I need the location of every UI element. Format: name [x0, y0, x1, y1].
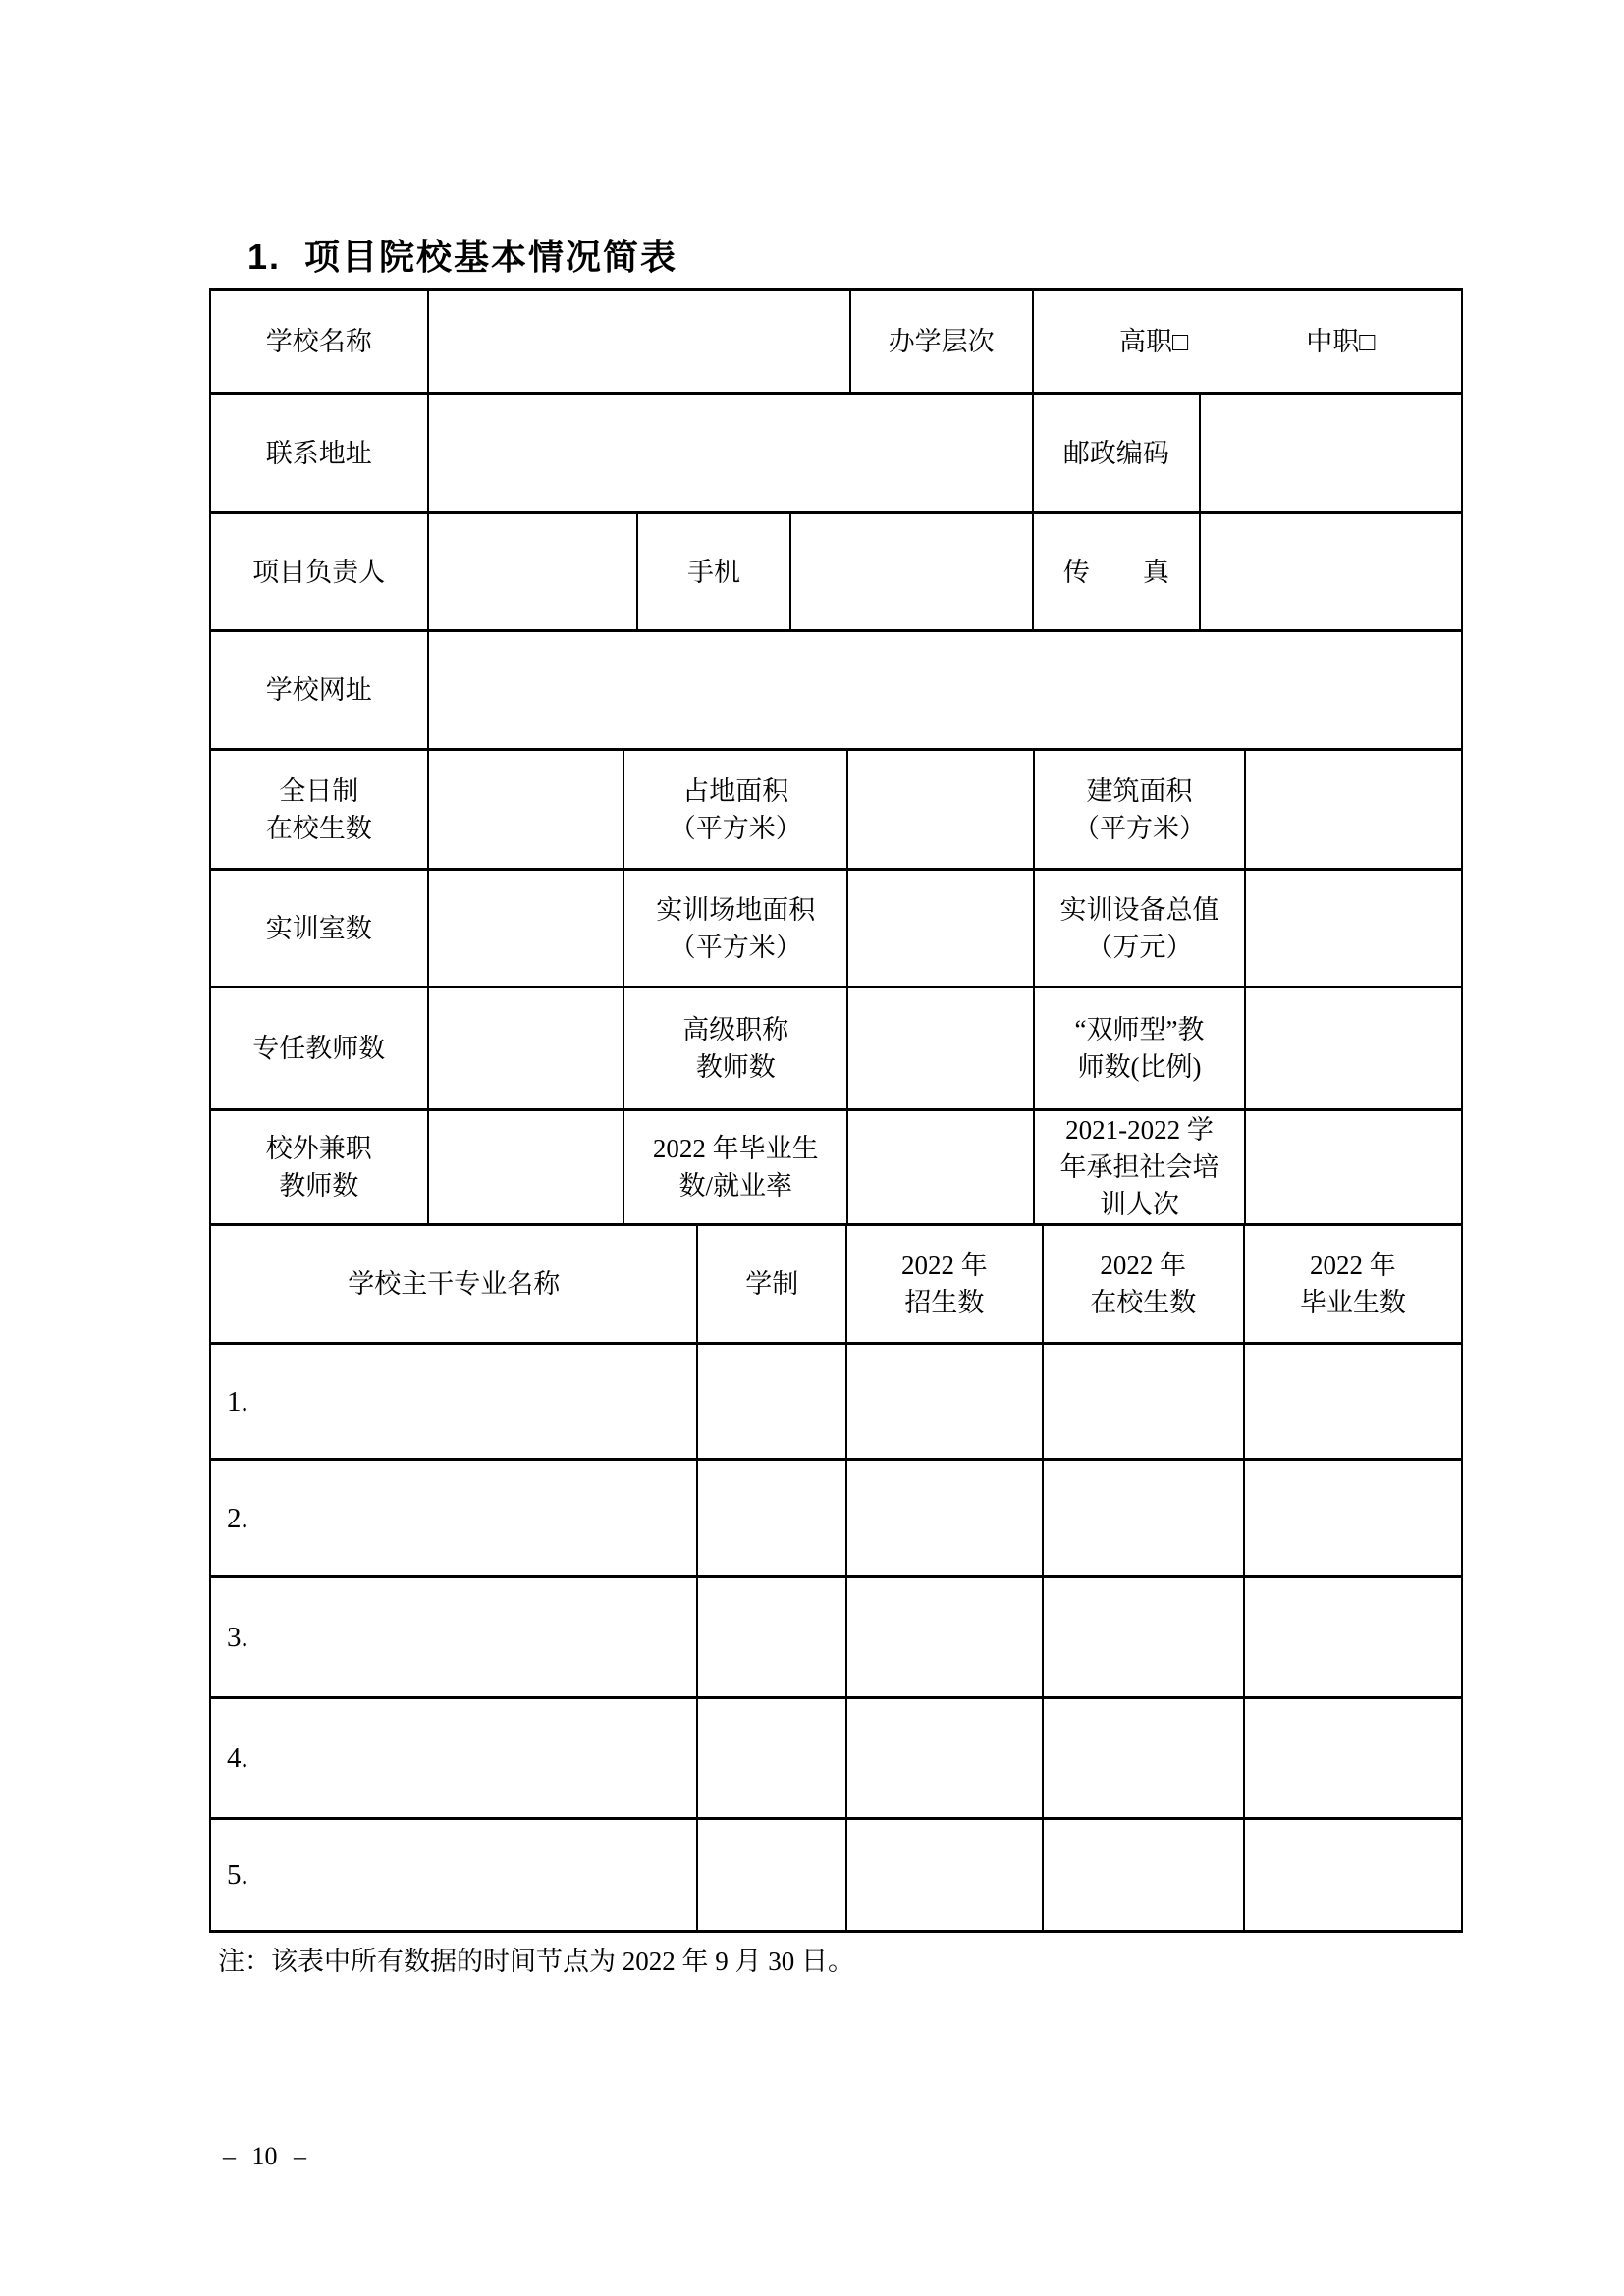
mobile-label [638, 514, 790, 629]
school-website-label [211, 632, 429, 748]
ordinal-text: 3. [227, 1622, 248, 1653]
postal-code-label [1034, 395, 1202, 511]
cell-text-line: 学校主干专业名称 [348, 1269, 561, 1299]
major-2-enrollment [847, 1461, 1044, 1575]
major-1-ordinal [211, 1345, 698, 1458]
major-4-graduates [1245, 1699, 1461, 1817]
contact-address-value [429, 395, 1034, 511]
row-major-3 [211, 1578, 1461, 1699]
training-rooms-value [429, 871, 625, 986]
major-2-ordinal [211, 1461, 698, 1575]
major-1-enrollment [847, 1345, 1044, 1458]
row-major-4 [211, 1699, 1461, 1820]
row-contact-address [211, 395, 1461, 514]
postal-code-value [1201, 395, 1461, 511]
row-school-name [211, 291, 1461, 395]
major-3-ordinal [211, 1578, 698, 1696]
cell-text-line: 实训场地面积 [656, 894, 816, 925]
cell-text-line: 高级职称 [682, 1015, 789, 1044]
major-5-current-students [1044, 1820, 1245, 1930]
current-students-2022-header [1044, 1226, 1245, 1342]
major-5-length [698, 1820, 846, 1930]
cell-text-line: 联系地址 [265, 438, 372, 468]
school-website-value [429, 632, 1461, 748]
cell-text-line: 教师数 [695, 1052, 776, 1082]
major-5-ordinal [211, 1820, 698, 1930]
cell-text-line: “双师型”教 [1074, 1015, 1205, 1044]
cell-text-line: （平方米） [669, 932, 802, 962]
fax-label [1034, 514, 1202, 629]
training-site-area-label [624, 871, 848, 986]
option-higher-vocational[interactable]: 高职□ [1118, 326, 1189, 356]
cell-text-line: 2022 年 [901, 1251, 988, 1280]
cell-text-line: 项目负责人 [252, 557, 386, 587]
education-level-label [851, 291, 1034, 392]
senior-title-teachers-label [624, 988, 848, 1108]
graduates-employment-value [848, 1111, 1035, 1223]
ordinal-text: 4. [227, 1742, 248, 1774]
row-major-1 [211, 1345, 1461, 1461]
cell-text-line: （平方米） [1072, 813, 1206, 843]
row-majors-header [211, 1226, 1461, 1345]
major-5-enrollment [847, 1820, 1044, 1930]
row-parttime-teachers [211, 1111, 1461, 1226]
page-title: 1. 项目院校基本情况简表 [247, 237, 678, 277]
contact-address-label [211, 395, 429, 511]
senior-title-teachers-value [848, 988, 1035, 1108]
ordinal-text: 5. [227, 1859, 248, 1891]
major-1-length [698, 1345, 846, 1458]
cell-text-line: 2022 年 [1100, 1251, 1187, 1280]
major-2-graduates [1245, 1461, 1461, 1575]
row-fulltime-students [211, 751, 1461, 871]
cell-text-line: 学校名称 [265, 326, 372, 356]
cell-text-line: 2022 年毕业生 [652, 1134, 819, 1163]
land-area-value [848, 751, 1035, 868]
ordinal-text: 2. [227, 1502, 248, 1534]
cell-text-line: 实训室数 [265, 913, 372, 943]
social-training-value [1246, 1111, 1461, 1223]
training-equipment-value [1246, 871, 1461, 986]
cell-text-line: 在校生数 [265, 813, 372, 843]
schooling-length-header [698, 1226, 846, 1342]
major-4-current-students [1044, 1699, 1245, 1817]
training-equipment-label [1035, 871, 1246, 986]
education-level-options [1034, 291, 1461, 392]
fulltime-teachers-value [429, 988, 625, 1108]
row-project-leader [211, 514, 1461, 632]
cell-text-line: 2021-2022 学 [1065, 1115, 1214, 1145]
cell-text-line: （平方米） [669, 813, 802, 843]
major-2-current-students [1044, 1461, 1245, 1575]
row-major-5 [211, 1820, 1461, 1933]
cell-text-line: 校外兼职 [265, 1134, 372, 1163]
cell-text-line: 专任教师数 [252, 1034, 386, 1063]
cell-text-line: 师数(比例) [1077, 1052, 1202, 1082]
project-leader-label [211, 514, 429, 629]
option-secondary-vocational[interactable]: 中职□ [1306, 326, 1376, 356]
school-name-value [429, 291, 851, 392]
building-area-label [1035, 751, 1246, 868]
school-name-label [211, 291, 429, 392]
double-qualified-teachers-label [1035, 988, 1246, 1108]
mobile-value [791, 514, 1034, 629]
fulltime-teachers-label [211, 988, 429, 1108]
major-3-graduates [1245, 1578, 1461, 1696]
major-1-current-students [1044, 1345, 1245, 1458]
double-qualified-teachers-value [1246, 988, 1461, 1108]
row-school-website [211, 632, 1461, 751]
cell-text-line: 办学层次 [888, 326, 995, 356]
cell-text-line: 实训设备总值 [1059, 894, 1219, 925]
major-4-length [698, 1699, 846, 1817]
major-4-ordinal [211, 1699, 698, 1817]
external-parttime-teachers-label [211, 1111, 429, 1223]
page-number: – 10 – [223, 2142, 306, 2170]
project-leader-value [429, 514, 639, 629]
major-2-length [698, 1461, 846, 1575]
table-note: 注：该表中所有数据的时间节点为 2022 年 9 月 30 日。 [218, 1947, 854, 1976]
cell-text-line: 数/就业率 [678, 1171, 793, 1201]
cell-text-line: 训人次 [1099, 1190, 1179, 1219]
cell-text-line: 毕业生数 [1299, 1288, 1406, 1317]
graduates-employment-label [624, 1111, 848, 1223]
cell-text-line: 2022 年 [1309, 1251, 1396, 1280]
cell-text-line: 全日制 [279, 775, 359, 806]
fulltime-students-value [429, 751, 625, 868]
cell-text-line: 教师数 [279, 1171, 359, 1201]
graduates-2022-header [1245, 1226, 1461, 1342]
cell-text-line: 在校生数 [1090, 1288, 1197, 1317]
row-training-rooms [211, 871, 1461, 988]
cell-text-line: 招生数 [904, 1288, 985, 1317]
training-rooms-label [211, 871, 429, 986]
fulltime-students-label [211, 751, 429, 868]
cell-text-line: 学制 [745, 1269, 799, 1299]
major-3-length [698, 1578, 846, 1696]
social-training-label [1035, 1111, 1246, 1223]
land-area-label [624, 751, 848, 868]
major-name-header [211, 1226, 698, 1342]
basic-info-table [209, 288, 1463, 1933]
major-3-enrollment [847, 1578, 1044, 1696]
training-site-area-value [848, 871, 1035, 986]
cell-text-line: 传 真 [1062, 557, 1169, 587]
major-5-graduates [1245, 1820, 1461, 1930]
cell-text-line: 建筑面积 [1086, 775, 1193, 806]
major-3-current-students [1044, 1578, 1245, 1696]
cell-text-line: 学校网址 [265, 675, 372, 705]
enrollment-2022-header [847, 1226, 1044, 1342]
cell-text-line: 年承担社会培 [1059, 1152, 1219, 1182]
row-major-2 [211, 1461, 1461, 1578]
row-fulltime-teachers [211, 988, 1461, 1111]
cell-text-line: 占地面积 [682, 775, 789, 806]
major-1-graduates [1245, 1345, 1461, 1458]
cell-text-line: 手机 [687, 557, 740, 587]
building-area-value [1246, 751, 1461, 868]
cell-text-line: 邮政编码 [1062, 438, 1169, 468]
ordinal-text: 1. [227, 1385, 248, 1417]
fax-value [1201, 514, 1461, 629]
major-4-enrollment [847, 1699, 1044, 1817]
external-parttime-teachers-value [429, 1111, 625, 1223]
cell-text-line: （万元） [1086, 932, 1193, 962]
